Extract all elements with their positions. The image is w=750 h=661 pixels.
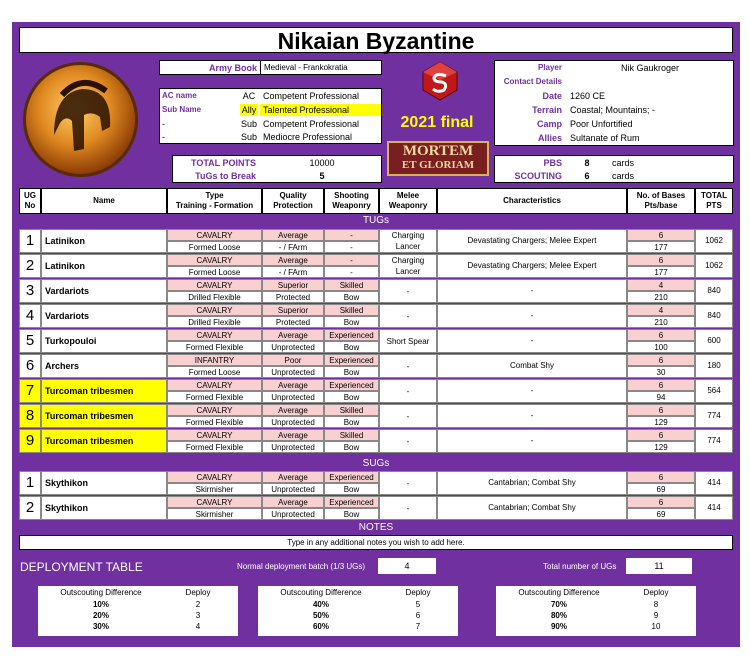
header-quality-text: Quality [279, 191, 307, 200]
total-ugs-value[interactable]: 11 [626, 558, 692, 574]
unit-type[interactable]: CAVALRY [167, 496, 262, 508]
unit-weaponry[interactable]: Bow [324, 341, 379, 353]
unit-total-pts: 600 [695, 329, 733, 353]
header-ptsbase-text: Pts/base [644, 201, 678, 210]
deploy-header-deploy: Deploy [405, 588, 431, 597]
deploy-count: 5 [415, 600, 421, 609]
sub-quality-2[interactable]: Competent Professional [263, 119, 360, 129]
mortem-logo [387, 141, 489, 176]
unit-protection[interactable]: Unprotected [262, 391, 324, 403]
unit-bases[interactable]: 6 [627, 429, 695, 441]
unit-type[interactable]: CAVALRY [167, 429, 262, 441]
header-total [695, 188, 733, 214]
header-bases [627, 188, 695, 214]
unit-training[interactable]: Formed Flexible [167, 416, 262, 428]
unit-shooting[interactable]: Skilled [324, 304, 379, 316]
unit-pts-per-base: 129 [627, 441, 695, 453]
table-row [19, 329, 733, 353]
pbs-value[interactable]: 8 [584, 158, 590, 168]
deploy-diff: 90% [550, 622, 567, 631]
unit-shooting[interactable]: Experienced [324, 329, 379, 341]
unit-protection[interactable]: Unprotected [262, 508, 324, 520]
unit-total-pts: 774 [695, 404, 733, 428]
army-list-sheet [12, 22, 740, 647]
unit-training[interactable]: Drilled Flexible [167, 291, 262, 303]
pbs-unit: cards [612, 158, 635, 168]
unit-pts-per-base: 69 [627, 508, 695, 520]
deploy-diff: 10% [92, 600, 109, 609]
unit-shooting[interactable]: Experienced [324, 471, 379, 483]
unit-weaponry[interactable]: Bow [324, 441, 379, 453]
unit-weaponry[interactable]: Bow [324, 391, 379, 403]
tugs-section-bar: TUGs [362, 215, 390, 226]
deploy-diff: 30% [92, 622, 109, 631]
unit-bases[interactable]: 6 [627, 229, 695, 241]
table-header [19, 188, 733, 214]
scouting-value[interactable]: 6 [584, 171, 590, 181]
unit-training[interactable]: Formed Flexible [167, 441, 262, 453]
helmet-logo-icon [23, 62, 138, 177]
unit-training[interactable]: Formed Loose [167, 241, 262, 253]
unit-weaponry[interactable]: - [324, 266, 379, 278]
unit-shooting[interactable]: Experienced [324, 496, 379, 508]
ally-code: Ally [241, 105, 257, 115]
unit-quality[interactable]: Average [262, 496, 324, 508]
ug-number: 3 [19, 279, 41, 303]
header-melee [379, 188, 437, 214]
unit-melee[interactable]: - [379, 429, 437, 453]
deploy-count: 6 [415, 611, 421, 620]
deploy-header-diff: Outscouting Difference [60, 588, 142, 597]
unit-pts-per-base: 94 [627, 391, 695, 403]
unit-shooting[interactable]: Skilled [324, 279, 379, 291]
unit-bases[interactable]: 6 [627, 471, 695, 483]
unit-quality[interactable]: Average [262, 229, 324, 241]
ug-number: 1 [19, 229, 41, 253]
unit-type[interactable]: CAVALRY [167, 404, 262, 416]
deploy-header-deploy: Deploy [643, 588, 669, 597]
unit-training[interactable]: Drilled Flexible [167, 316, 262, 328]
unit-melee[interactable]: - [379, 471, 437, 495]
ally-quality[interactable]: Talented Professional [260, 104, 381, 116]
terrain-label: Terrain [532, 105, 562, 115]
unit-training[interactable]: Skirmisher [167, 508, 262, 520]
unit-name[interactable]: Turcoman tribesmen [41, 429, 167, 453]
unit-name[interactable]: Skythikon [41, 471, 167, 495]
deploy-count: 4 [195, 622, 201, 631]
header-weaponry-text: Weaponry [332, 201, 371, 210]
unit-weaponry[interactable]: Bow [324, 366, 379, 378]
unit-characteristics[interactable]: - [437, 429, 627, 453]
pbs-label: PBS [543, 158, 562, 168]
points-table [172, 155, 382, 183]
unit-melee[interactable]: - [379, 279, 437, 303]
ac-name-label: AC name [162, 91, 197, 100]
allies-value[interactable]: Sultanate of Rum [570, 133, 640, 143]
unit-total-pts: 840 [695, 279, 733, 303]
unit-quality[interactable]: Average [262, 404, 324, 416]
deploy-header-diff: Outscouting Difference [280, 588, 362, 597]
sub-code-3: Sub [240, 132, 257, 142]
sub-code-2: Sub [240, 119, 257, 129]
deploy-diff: 40% [312, 600, 329, 609]
deploy-diff: 50% [312, 611, 329, 620]
header-melee-text: Melee [396, 191, 420, 200]
contact-label: Contact Details [503, 77, 562, 86]
date-label: Date [542, 91, 562, 101]
camp-value[interactable]: Poor Unfortified [570, 119, 633, 129]
header-name: Name [41, 188, 167, 214]
header-training-text: Training - Formation [175, 201, 254, 210]
unit-protection[interactable]: Unprotected [262, 416, 324, 428]
terrain-value[interactable]: Coastal; Mountains; - [570, 105, 656, 115]
batch-label: Normal deployment batch (1/3 UGs) [237, 562, 366, 571]
deploy-count: 2 [195, 600, 201, 609]
unit-name[interactable]: Vardariots [41, 304, 167, 328]
unit-training[interactable]: Formed Loose [167, 366, 262, 378]
deploy-table-1 [38, 586, 238, 636]
unit-protection[interactable]: - / FArm [262, 266, 324, 278]
tugs-break-value: 5 [319, 171, 325, 181]
table-row [19, 279, 733, 303]
unit-protection[interactable]: - / FArm [262, 241, 324, 253]
unit-type[interactable]: CAVALRY [167, 229, 262, 241]
unit-bases[interactable]: 6 [627, 329, 695, 341]
unit-name[interactable]: Vardariots [41, 279, 167, 303]
header-quality [262, 188, 324, 214]
unit-name[interactable]: Turcoman tribesmen [41, 379, 167, 403]
table-row [19, 254, 733, 278]
table-row [19, 379, 733, 403]
ug-number: 2 [19, 496, 41, 520]
unit-total-pts: 840 [695, 304, 733, 328]
unit-characteristics[interactable]: Cantabrian; Combat Shy [437, 496, 627, 520]
deploy-count: 9 [653, 611, 659, 620]
unit-training[interactable]: Formed Flexible [167, 341, 262, 353]
table-row [19, 229, 733, 253]
unit-weaponry[interactable]: Bow [324, 291, 379, 303]
ug-number: 6 [19, 354, 41, 378]
table-row [19, 496, 733, 520]
unit-characteristics[interactable]: - [437, 279, 627, 303]
ac-quality[interactable]: Competent Professional [263, 91, 360, 101]
ug-number: 4 [19, 304, 41, 328]
unit-protection[interactable]: Unprotected [262, 341, 324, 353]
unit-protection[interactable]: Protected [262, 291, 324, 303]
ac-table [159, 88, 382, 144]
unit-characteristics[interactable]: - [437, 379, 627, 403]
mortem-logo-line1: MORTEM [402, 143, 474, 159]
deploy-table-3 [496, 586, 696, 636]
deploy-diff: 70% [550, 600, 567, 609]
scouting-label: SCOUTING [514, 171, 562, 181]
unit-melee[interactable]: Charging Lancer [379, 254, 437, 278]
unit-pts-per-base: 210 [627, 316, 695, 328]
unit-name[interactable]: Latinikon [41, 229, 167, 253]
unit-quality[interactable]: Average [262, 429, 324, 441]
unit-total-pts: 414 [695, 496, 733, 520]
deploy-diff: 60% [312, 622, 329, 631]
ac-code: AC [242, 91, 256, 101]
unit-pts-per-base: 177 [627, 241, 695, 253]
batch-value[interactable]: 4 [378, 558, 436, 574]
ug-number: 7 [19, 379, 41, 403]
ug-number: 5 [19, 329, 41, 353]
header-characteristics: Characteristics [437, 188, 627, 214]
pbs-table [494, 155, 734, 183]
header-melee2-text: Weaponry [388, 201, 428, 210]
table-row [19, 304, 733, 328]
sub-quality-3[interactable]: Mediocre Professional [263, 132, 353, 142]
header-pts-text: PTS [706, 201, 722, 210]
header-shooting-text: Shooting [334, 191, 369, 200]
unit-bases[interactable]: 6 [627, 379, 695, 391]
unit-weaponry[interactable]: Bow [324, 508, 379, 520]
header-type-text: Type [205, 191, 224, 200]
player-value[interactable]: Nik Gaukroger [620, 63, 680, 73]
total-points-label: TOTAL POINTS [190, 158, 256, 168]
unit-total-pts: 564 [695, 379, 733, 403]
deploy-header-deploy: Deploy [185, 588, 211, 597]
unit-pts-per-base: 100 [627, 341, 695, 353]
unit-characteristics[interactable]: Devastating Chargers; Melee Expert [437, 229, 627, 253]
unit-training[interactable]: Formed Loose [167, 266, 262, 278]
deployment-title: DEPLOYMENT TABLE [20, 560, 143, 574]
unit-characteristics[interactable]: Combat Shy [437, 354, 627, 378]
unit-characteristics[interactable]: - [437, 304, 627, 328]
header-bases-text: No. of Bases [636, 191, 686, 200]
tugs-break-label: TuGs to Break [195, 171, 256, 181]
unit-total-pts: 180 [695, 354, 733, 378]
header-ug [19, 188, 41, 214]
army-book-value[interactable]: Medieval - Frankokratia [264, 63, 348, 72]
unit-quality[interactable]: Superior [262, 304, 324, 316]
unit-melee[interactable]: - [379, 404, 437, 428]
unit-name[interactable]: Turcoman tribesmen [41, 404, 167, 428]
center-caption: 2021 final [400, 114, 474, 131]
header-no-text: No [24, 201, 36, 210]
unit-type[interactable]: CAVALRY [167, 304, 262, 316]
deploy-diff: 20% [92, 611, 109, 620]
unit-protection[interactable]: Unprotected [262, 483, 324, 495]
dice-logo-icon [420, 60, 460, 102]
unit-type[interactable]: CAVALRY [167, 279, 262, 291]
unit-characteristics[interactable]: Cantabrian; Combat Shy [437, 471, 627, 495]
sugs-section-bar: SUGs [362, 458, 390, 469]
header-protection-text: Protection [273, 201, 313, 210]
unit-bases[interactable]: 6 [627, 254, 695, 266]
army-book-label: Army Book [208, 63, 257, 73]
ug-number: 2 [19, 254, 41, 278]
table-row [19, 404, 733, 428]
unit-protection[interactable]: Unprotected [262, 366, 324, 378]
total-points-value[interactable]: 10000 [309, 158, 335, 168]
unit-pts-per-base: 30 [627, 366, 695, 378]
unit-name[interactable]: Skythikon [41, 496, 167, 520]
allies-label: Allies [537, 133, 562, 143]
camp-label: Camp [536, 119, 562, 129]
table-row [19, 429, 733, 453]
deploy-table-2 [258, 586, 458, 636]
unit-protection[interactable]: Unprotected [262, 441, 324, 453]
unit-quality[interactable]: Average [262, 379, 324, 391]
unit-weaponry[interactable]: Bow [324, 316, 379, 328]
unit-pts-per-base: 210 [627, 291, 695, 303]
unit-name[interactable]: Archers [41, 354, 167, 378]
unit-melee[interactable]: - [379, 354, 437, 378]
unit-pts-per-base: 69 [627, 483, 695, 495]
unit-characteristics[interactable]: - [437, 329, 627, 353]
unit-melee[interactable]: Charging Lancer [379, 229, 437, 253]
unit-pts-per-base: 129 [627, 416, 695, 428]
unit-characteristics[interactable]: Devastating Chargers; Melee Expert [437, 254, 627, 278]
unit-characteristics[interactable]: - [437, 404, 627, 428]
unit-pts-per-base: 177 [627, 266, 695, 278]
sub-name-2: - [162, 119, 165, 129]
ug-number: 1 [19, 471, 41, 495]
unit-shooting[interactable]: Skilled [324, 429, 379, 441]
unit-shooting[interactable]: Skilled [324, 404, 379, 416]
table-row [19, 471, 733, 495]
unit-quality[interactable]: Average [262, 471, 324, 483]
deploy-count: 3 [195, 611, 201, 620]
header-total-text: TOTAL [701, 191, 727, 200]
unit-bases[interactable]: 6 [627, 404, 695, 416]
unit-shooting[interactable]: - [324, 229, 379, 241]
unit-bases[interactable]: 6 [627, 496, 695, 508]
unit-type[interactable]: INFANTRY [167, 354, 262, 366]
table-row [19, 354, 733, 378]
notes-section-bar: NOTES [358, 522, 394, 533]
player-table [494, 60, 734, 146]
unit-training[interactable]: Skirmisher [167, 483, 262, 495]
unit-quality[interactable]: Superior [262, 279, 324, 291]
unit-protection[interactable]: Protected [262, 316, 324, 328]
unit-quality[interactable]: Poor [262, 354, 324, 366]
unit-shooting[interactable]: - [324, 254, 379, 266]
unit-bases[interactable]: 6 [627, 354, 695, 366]
deploy-count: 8 [653, 600, 659, 609]
deploy-diff: 80% [550, 611, 567, 620]
header-type [167, 188, 262, 214]
unit-name[interactable]: Turkopouloi [41, 329, 167, 353]
header-shooting [324, 188, 379, 214]
player-label: Player [537, 63, 562, 72]
unit-training[interactable]: Formed Flexible [167, 391, 262, 403]
unit-type[interactable]: CAVALRY [167, 379, 262, 391]
unit-melee[interactable]: - [379, 379, 437, 403]
unit-shooting[interactable]: Experienced [324, 379, 379, 391]
deploy-count: 10 [651, 622, 661, 631]
total-ugs-label: Total number of UGs [543, 562, 617, 571]
date-value[interactable]: 1260 CE [570, 91, 606, 101]
unit-total-pts: 1062 [695, 229, 733, 253]
unit-weaponry[interactable]: - [324, 241, 379, 253]
unit-bases[interactable]: 4 [627, 279, 695, 291]
unit-melee[interactable]: - [379, 304, 437, 328]
header-ug-text: UG [24, 191, 36, 200]
unit-shooting[interactable]: Experienced [324, 354, 379, 366]
mortem-logo-line2: ET GLORIAM [401, 159, 475, 171]
unit-melee[interactable]: - [379, 496, 437, 520]
unit-total-pts: 414 [695, 471, 733, 495]
sub-name-label: Sub Name [162, 105, 202, 114]
unit-bases[interactable]: 4 [627, 304, 695, 316]
unit-weaponry[interactable]: Bow [324, 416, 379, 428]
army-book-row [159, 60, 382, 75]
unit-type[interactable]: CAVALRY [167, 254, 262, 266]
unit-name[interactable]: Latinikon [41, 254, 167, 278]
page-title: Nikaian Byzantine [19, 27, 733, 53]
deploy-header-diff: Outscouting Difference [518, 588, 600, 597]
unit-total-pts: 1062 [695, 254, 733, 278]
unit-type[interactable]: CAVALRY [167, 471, 262, 483]
notes-field[interactable]: Type in any additional notes you wish to add here. [19, 535, 733, 550]
unit-quality[interactable]: Average [262, 254, 324, 266]
unit-weaponry[interactable]: Bow [324, 483, 379, 495]
unit-type[interactable]: CAVALRY [167, 329, 262, 341]
deploy-count: 7 [415, 622, 421, 631]
scouting-unit: cards [612, 171, 635, 181]
unit-total-pts: 774 [695, 429, 733, 453]
sub-name-3: - [162, 132, 165, 142]
unit-quality[interactable]: Average [262, 329, 324, 341]
ug-number: 8 [19, 404, 41, 428]
unit-melee[interactable]: Short Spear [379, 329, 437, 353]
ug-number: 9 [19, 429, 41, 453]
